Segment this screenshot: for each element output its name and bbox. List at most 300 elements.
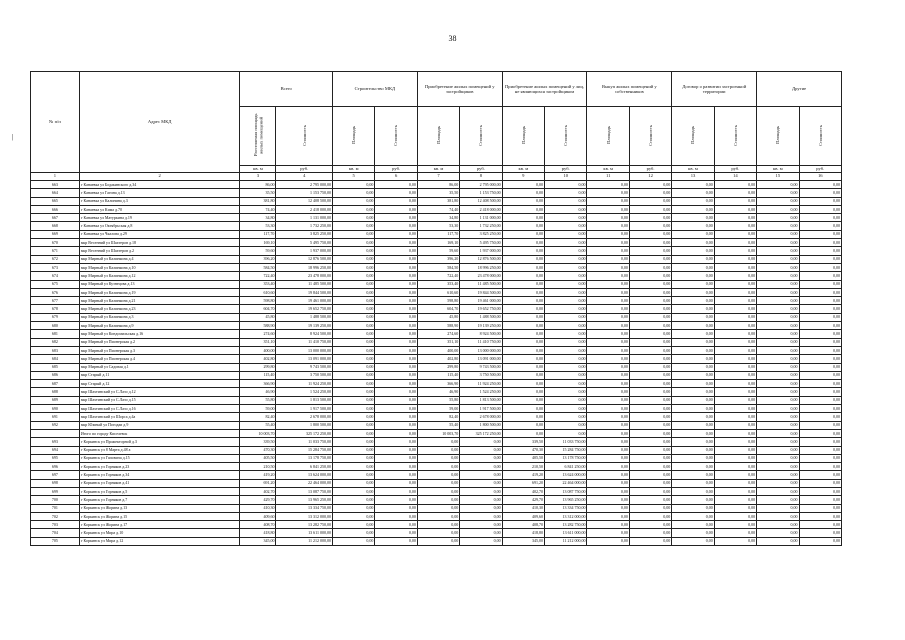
- row-zero-area: 0,00: [333, 479, 375, 487]
- row-method-area: 470,30: [502, 446, 544, 454]
- row-zero-cost: 0,00: [799, 504, 841, 512]
- row-method-area: 400,00: [417, 346, 459, 354]
- row-zero-cost: 0,00: [545, 181, 587, 189]
- subheader-cost: [714, 107, 756, 166]
- row-zero-cost: 0,00: [799, 454, 841, 462]
- unit-cost: руб.: [799, 166, 841, 173]
- subheader-label: Стоимость: [478, 124, 484, 146]
- row-zero-cost: 0,00: [629, 322, 671, 330]
- row-total-cost: 19 652 750,00: [276, 305, 333, 313]
- row-zero-cost: 0,00: [375, 413, 417, 421]
- row-method-cost: 19 652 750,00: [460, 305, 502, 313]
- row-address: мкр Шахтинский ул С.Лазо д.16: [79, 405, 240, 413]
- row-zero-area: 0,00: [333, 214, 375, 222]
- row-zero-area: 0,00: [333, 529, 375, 537]
- row-zero-area: 0,00: [672, 405, 714, 413]
- row-address: г Коркинск ул Горняков д.7: [79, 496, 240, 504]
- table-row: [31, 463, 842, 471]
- row-method-cost: 1 524 250,00: [460, 388, 502, 396]
- row-zero-cost: 0,00: [545, 421, 587, 429]
- row-total-cost: 5 495 750,00: [276, 239, 333, 247]
- row-zero-area: 0,00: [502, 205, 544, 213]
- row-method-area: 82,40: [417, 413, 459, 421]
- row-zero-area: 0,00: [757, 496, 799, 504]
- table-row: [31, 487, 842, 495]
- row-zero-cost: 0,00: [714, 512, 756, 520]
- row-zero-cost: 0,00: [799, 512, 841, 520]
- row-zero-cost: 0,00: [799, 239, 841, 247]
- row-zero-area: 0,00: [417, 454, 459, 462]
- table-row: [31, 446, 842, 454]
- row-address: мкр Южный ул Погодаи д.9: [79, 421, 240, 429]
- row-zero-area: 0,00: [757, 214, 799, 222]
- row-zero-area: 0,00: [757, 297, 799, 305]
- row-zero-cost: 0,00: [375, 479, 417, 487]
- column-number: 13: [672, 173, 714, 181]
- row-zero-area: 0,00: [672, 222, 714, 230]
- row-zero-cost: 0,00: [629, 504, 671, 512]
- row-number: 681: [31, 330, 80, 338]
- row-zero-cost: 0,00: [629, 313, 671, 321]
- row-zero-cost: 0,00: [375, 181, 417, 189]
- row-zero-area: 0,00: [587, 454, 629, 462]
- row-zero-cost: 0,00: [799, 305, 841, 313]
- row-total-area: 584,50: [240, 263, 276, 271]
- row-zero-cost: 0,00: [714, 487, 756, 495]
- row-number: 672: [31, 255, 80, 263]
- row-zero-area: 0,00: [757, 512, 799, 520]
- row-zero-area: 0,00: [672, 263, 714, 271]
- row-number: 698: [31, 479, 80, 487]
- table-row: [31, 438, 842, 446]
- row-method-area: 402,80: [417, 355, 459, 363]
- row-zero-cost: 0,00: [799, 521, 841, 529]
- subheader-label: Площадь: [351, 126, 357, 145]
- row-zero-cost: 0,00: [375, 363, 417, 371]
- row-number: 668: [31, 222, 80, 230]
- row-number: 680: [31, 322, 80, 330]
- margin-mark: |: [12, 133, 14, 141]
- row-total-cost: 13 611 000,00: [276, 529, 333, 537]
- row-zero-area: 0,00: [757, 280, 799, 288]
- row-total-cost: 325 172 250,00: [276, 429, 333, 437]
- row-total-area: 46,90: [240, 388, 276, 396]
- table-row: [31, 222, 842, 230]
- row-method-cost: 13 087 750,00: [545, 487, 587, 495]
- row-zero-area: 0,00: [587, 230, 629, 238]
- row-zero-cost: 0,00: [629, 421, 671, 429]
- row-total-area: 366,90: [240, 380, 276, 388]
- row-method-area: 610,60: [417, 288, 459, 296]
- row-number: 699: [31, 487, 80, 495]
- row-zero-cost: 0,00: [629, 272, 671, 280]
- row-zero-area: 0,00: [333, 388, 375, 396]
- row-zero-cost: 0,00: [799, 263, 841, 271]
- row-method-cost: 11 033 750,00: [545, 438, 587, 446]
- table-row: [31, 405, 842, 413]
- subheader-area: [333, 107, 375, 166]
- row-zero-cost: 0,00: [714, 413, 756, 421]
- row-method-cost: 11 410 750,00: [460, 338, 502, 346]
- row-total-cost: 13 000 000,00: [276, 346, 333, 354]
- column-number: 4: [276, 173, 333, 181]
- row-address: г Канаевка ул Калинина д.3: [79, 197, 240, 205]
- table-row: [31, 189, 842, 197]
- row-zero-area: 0,00: [757, 471, 799, 479]
- row-zero-cost: 0,00: [375, 537, 417, 545]
- subheader-label: Стоимость: [301, 124, 307, 146]
- row-zero-cost: 0,00: [545, 429, 587, 437]
- row-method-area: 405,50: [502, 454, 544, 462]
- row-zero-cost: 0,00: [375, 255, 417, 263]
- row-address: г Коркинск ул 8 Марта д.48 а: [79, 446, 240, 454]
- row-zero-area: 0,00: [672, 247, 714, 255]
- row-zero-area: 0,00: [502, 297, 544, 305]
- row-zero-area: 0,00: [672, 346, 714, 354]
- subheader-area: [502, 107, 544, 166]
- unit-cost: руб.: [545, 166, 587, 173]
- row-address: г Коркинск ул Мира д.10: [79, 529, 240, 537]
- row-zero-cost: 0,00: [799, 355, 841, 363]
- row-method-area: 115,40: [417, 371, 459, 379]
- row-total-cost: 11 033 750,00: [276, 438, 333, 446]
- row-zero-area: 0,00: [333, 537, 375, 545]
- row-zero-area: 0,00: [333, 463, 375, 471]
- table-row: [31, 521, 842, 529]
- row-method-area: 351,10: [417, 338, 459, 346]
- header-group-nondeveloper-purchase: Приобретение жилых помещений у лиц, не являющихся застройщиком: [502, 72, 587, 107]
- row-zero-cost: 0,00: [629, 471, 671, 479]
- row-zero-area: 0,00: [502, 181, 544, 189]
- row-method-area: 418,80: [502, 529, 544, 537]
- row-zero-cost: 0,00: [629, 363, 671, 371]
- header-group-total: Всего: [240, 72, 333, 107]
- row-zero-cost: 0,00: [375, 313, 417, 321]
- table-row: [31, 230, 842, 238]
- row-address: мкр Мирный ул Калинкина д.19: [79, 288, 240, 296]
- row-number: 684: [31, 355, 80, 363]
- row-method-area: 117,70: [417, 230, 459, 238]
- row-address: г Канаевка ул Гагина д.13: [79, 189, 240, 197]
- row-zero-cost: 0,00: [545, 380, 587, 388]
- row-address: мкр Старый д.12: [79, 380, 240, 388]
- program-table-sheet: [30, 71, 842, 546]
- row-zero-cost: 0,00: [714, 214, 756, 222]
- row-zero-area: 0,00: [757, 305, 799, 313]
- row-zero-cost: 0,00: [545, 322, 587, 330]
- row-method-area: 691,20: [502, 479, 544, 487]
- row-zero-area: 0,00: [587, 413, 629, 421]
- row-zero-area: 0,00: [672, 521, 714, 529]
- row-zero-area: 0,00: [333, 413, 375, 421]
- page-number: 38: [448, 34, 457, 43]
- row-zero-cost: 0,00: [714, 446, 756, 454]
- row-zero-area: 0,00: [502, 272, 544, 280]
- row-zero-area: 0,00: [502, 197, 544, 205]
- row-zero-cost: 0,00: [799, 297, 841, 305]
- row-method-area: 410,30: [502, 504, 544, 512]
- row-zero-cost: 0,00: [629, 330, 671, 338]
- row-zero-area: 0,00: [587, 222, 629, 230]
- subheader-cost: [276, 107, 333, 166]
- row-zero-cost: 0,00: [629, 205, 671, 213]
- row-method-area: 345,00: [502, 537, 544, 545]
- subheader-cost: [629, 107, 671, 166]
- row-zero-area: 0,00: [587, 396, 629, 404]
- row-total-cost: 1 732 250,00: [276, 222, 333, 230]
- row-address: г Канаевка ул Бодакинского д.34: [79, 181, 240, 189]
- row-total-area: 381,80: [240, 197, 276, 205]
- row-number: [31, 429, 80, 437]
- row-zero-area: 0,00: [757, 338, 799, 346]
- row-zero-area: 0,00: [672, 446, 714, 454]
- row-zero-cost: 0,00: [629, 446, 671, 454]
- row-method-area: 408,70: [502, 521, 544, 529]
- row-zero-area: 0,00: [587, 205, 629, 213]
- row-method-cost: 1 488 500,00: [460, 313, 502, 321]
- row-number: 703: [31, 521, 80, 529]
- row-total-area: 722,40: [240, 272, 276, 280]
- row-zero-cost: 0,00: [375, 405, 417, 413]
- row-zero-cost: 0,00: [714, 454, 756, 462]
- row-zero-cost: 0,00: [714, 247, 756, 255]
- row-zero-area: 0,00: [757, 463, 799, 471]
- unit-area: кв. м: [587, 166, 629, 173]
- row-zero-cost: 0,00: [714, 322, 756, 330]
- row-zero-cost: 0,00: [545, 346, 587, 354]
- row-zero-cost: 0,00: [799, 205, 841, 213]
- row-zero-area: 0,00: [672, 380, 714, 388]
- row-number: 696: [31, 463, 80, 471]
- unit-area: кв. м: [672, 166, 714, 173]
- row-zero-cost: 0,00: [714, 521, 756, 529]
- header-group-developer-purchase: Приобретение жилых помещений у застройщиков: [417, 72, 502, 107]
- row-method-cost: 19 461 000,00: [460, 297, 502, 305]
- table-row: [31, 355, 842, 363]
- column-number: 10: [545, 173, 587, 181]
- row-address: мкр Мирный ул Пионерская д.2: [79, 338, 240, 346]
- row-zero-cost: 0,00: [375, 214, 417, 222]
- row-zero-area: 0,00: [757, 205, 799, 213]
- row-total-area: 339,50: [240, 438, 276, 446]
- row-zero-cost: 0,00: [629, 189, 671, 197]
- table-row: [31, 255, 842, 263]
- row-zero-cost: 0,00: [375, 205, 417, 213]
- row-zero-area: 0,00: [417, 487, 459, 495]
- row-method-area: 588,90: [417, 322, 459, 330]
- row-method-area: 722,40: [417, 272, 459, 280]
- row-zero-area: 0,00: [757, 247, 799, 255]
- row-zero-cost: 0,00: [545, 197, 587, 205]
- row-number: 687: [31, 380, 80, 388]
- column-number: 2: [79, 173, 240, 181]
- table-row: [31, 272, 842, 280]
- row-zero-cost: 0,00: [375, 463, 417, 471]
- subheader-cost: [545, 107, 587, 166]
- row-zero-area: 0,00: [672, 338, 714, 346]
- row-zero-cost: 0,00: [545, 230, 587, 238]
- row-zero-cost: 0,00: [799, 405, 841, 413]
- row-zero-area: 0,00: [672, 504, 714, 512]
- housing-resettlement-table: [30, 71, 842, 546]
- row-total-cost: 19 844 500,00: [276, 288, 333, 296]
- column-number: 14: [714, 173, 756, 181]
- row-zero-area: 0,00: [672, 463, 714, 471]
- unit-area: кв. м: [333, 166, 375, 173]
- row-total-area: 598,80: [240, 297, 276, 305]
- row-zero-area: 0,00: [672, 537, 714, 545]
- row-zero-cost: 0,00: [545, 313, 587, 321]
- row-zero-cost: 0,00: [799, 529, 841, 537]
- row-total-cost: 8 924 500,00: [276, 330, 333, 338]
- row-method-area: 274,60: [417, 330, 459, 338]
- row-zero-area: 0,00: [587, 388, 629, 396]
- row-total-area: 299,80: [240, 363, 276, 371]
- row-zero-cost: 0,00: [714, 496, 756, 504]
- row-zero-cost: 0,00: [460, 471, 502, 479]
- row-zero-cost: 0,00: [714, 239, 756, 247]
- row-method-area: 86,00: [417, 181, 459, 189]
- row-zero-cost: 0,00: [714, 529, 756, 537]
- row-method-cost: 2 795 000,00: [460, 181, 502, 189]
- row-address: г Коркинск ул Горняков д.5: [79, 487, 240, 495]
- row-total-cost: 11 410 750,00: [276, 338, 333, 346]
- row-total-area: 470,30: [240, 446, 276, 454]
- row-zero-cost: 0,00: [629, 487, 671, 495]
- row-address: г Коркинск ул Горняков д.41: [79, 479, 240, 487]
- row-total-area: 82,40: [240, 413, 276, 421]
- row-zero-cost: 0,00: [714, 297, 756, 305]
- row-zero-area: 0,00: [757, 413, 799, 421]
- row-total-area: 691,20: [240, 479, 276, 487]
- row-address: г Канаевка ул Октябрьская д.8: [79, 222, 240, 230]
- row-zero-area: 0,00: [417, 512, 459, 520]
- subheader-label: Стоимость: [563, 124, 569, 146]
- row-zero-area: 0,00: [502, 380, 544, 388]
- row-total-area: 59,60: [240, 247, 276, 255]
- row-address: мкр Мирный ул Калинкина д.3: [79, 313, 240, 321]
- row-zero-area: 0,00: [587, 189, 629, 197]
- row-total-cost: 1 131 000,00: [276, 214, 333, 222]
- row-zero-cost: 0,00: [629, 537, 671, 545]
- row-number: 685: [31, 363, 80, 371]
- row-zero-area: 0,00: [502, 421, 544, 429]
- row-zero-cost: 0,00: [799, 255, 841, 263]
- row-method-cost: 13 611 000,00: [545, 529, 587, 537]
- row-total-cost: 12 876 500,00: [276, 255, 333, 263]
- row-zero-cost: 0,00: [629, 214, 671, 222]
- row-zero-area: 0,00: [672, 471, 714, 479]
- row-zero-cost: 0,00: [714, 479, 756, 487]
- row-total-area: 396,20: [240, 255, 276, 263]
- row-zero-area: 0,00: [672, 280, 714, 288]
- row-method-cost: 13 334 750,00: [545, 504, 587, 512]
- subheader-area: [587, 107, 629, 166]
- row-zero-cost: 0,00: [714, 537, 756, 545]
- row-zero-area: 0,00: [757, 255, 799, 263]
- row-method-area: 53,30: [417, 222, 459, 230]
- row-zero-cost: 0,00: [714, 380, 756, 388]
- row-zero-area: 0,00: [417, 479, 459, 487]
- row-total-area: 59,00: [240, 405, 276, 413]
- row-zero-cost: 0,00: [799, 181, 841, 189]
- row-method-cost: 6 841 250,00: [545, 463, 587, 471]
- table-row: [31, 305, 842, 313]
- row-address: г Коркинск ул Жорина д.13: [79, 504, 240, 512]
- row-zero-cost: 0,00: [375, 197, 417, 205]
- row-zero-area: 0,00: [672, 330, 714, 338]
- row-method-area: 353,40: [417, 280, 459, 288]
- table-total-row: [31, 429, 842, 437]
- row-zero-area: 0,00: [333, 338, 375, 346]
- row-zero-area: 0,00: [502, 214, 544, 222]
- row-total-cost: 13 091 000,00: [276, 355, 333, 363]
- row-number: 669: [31, 230, 80, 238]
- row-total-area: 351,10: [240, 338, 276, 346]
- table-row: [31, 496, 842, 504]
- row-total-area: 274,60: [240, 330, 276, 338]
- row-total-area: 410,30: [240, 504, 276, 512]
- row-zero-area: 0,00: [587, 197, 629, 205]
- row-zero-area: 0,00: [587, 288, 629, 296]
- row-total-area: 10 003,70: [240, 429, 276, 437]
- row-zero-cost: 0,00: [375, 305, 417, 313]
- row-zero-area: 0,00: [587, 380, 629, 388]
- row-zero-cost: 0,00: [375, 396, 417, 404]
- row-zero-area: 0,00: [502, 305, 544, 313]
- row-zero-area: 0,00: [333, 363, 375, 371]
- row-zero-area: 0,00: [333, 230, 375, 238]
- row-zero-area: 0,00: [587, 355, 629, 363]
- row-zero-area: 0,00: [502, 396, 544, 404]
- row-zero-cost: 0,00: [375, 504, 417, 512]
- row-zero-cost: 0,00: [545, 272, 587, 280]
- row-zero-cost: 0,00: [629, 521, 671, 529]
- row-zero-area: 0,00: [502, 388, 544, 396]
- row-zero-area: 0,00: [587, 247, 629, 255]
- row-zero-area: 0,00: [333, 396, 375, 404]
- row-zero-area: 0,00: [333, 205, 375, 213]
- row-zero-area: 0,00: [587, 371, 629, 379]
- row-zero-cost: 0,00: [460, 537, 502, 545]
- row-zero-area: 0,00: [333, 181, 375, 189]
- row-zero-cost: 0,00: [799, 322, 841, 330]
- row-zero-cost: 0,00: [714, 504, 756, 512]
- row-zero-cost: 0,00: [799, 438, 841, 446]
- row-zero-area: 0,00: [587, 429, 629, 437]
- row-zero-cost: 0,00: [799, 330, 841, 338]
- row-zero-cost: 0,00: [799, 421, 841, 429]
- row-number: 667: [31, 214, 80, 222]
- row-zero-area: 0,00: [757, 446, 799, 454]
- row-zero-cost: 0,00: [799, 222, 841, 230]
- row-zero-cost: 0,00: [799, 487, 841, 495]
- row-zero-area: 0,00: [672, 313, 714, 321]
- row-number: 705: [31, 537, 80, 545]
- row-zero-cost: 0,00: [714, 438, 756, 446]
- row-zero-area: 0,00: [672, 454, 714, 462]
- table-row: [31, 313, 842, 321]
- row-zero-area: 0,00: [333, 521, 375, 529]
- row-zero-cost: 0,00: [545, 297, 587, 305]
- unit-cost: руб.: [460, 166, 502, 173]
- row-number: 682: [31, 338, 80, 346]
- header-group-territory-contract: Договор о развитии застроенной территории: [672, 72, 757, 107]
- row-zero-cost: 0,00: [375, 338, 417, 346]
- column-number: 7: [417, 173, 459, 181]
- row-zero-cost: 0,00: [629, 529, 671, 537]
- row-zero-area: 0,00: [417, 446, 459, 454]
